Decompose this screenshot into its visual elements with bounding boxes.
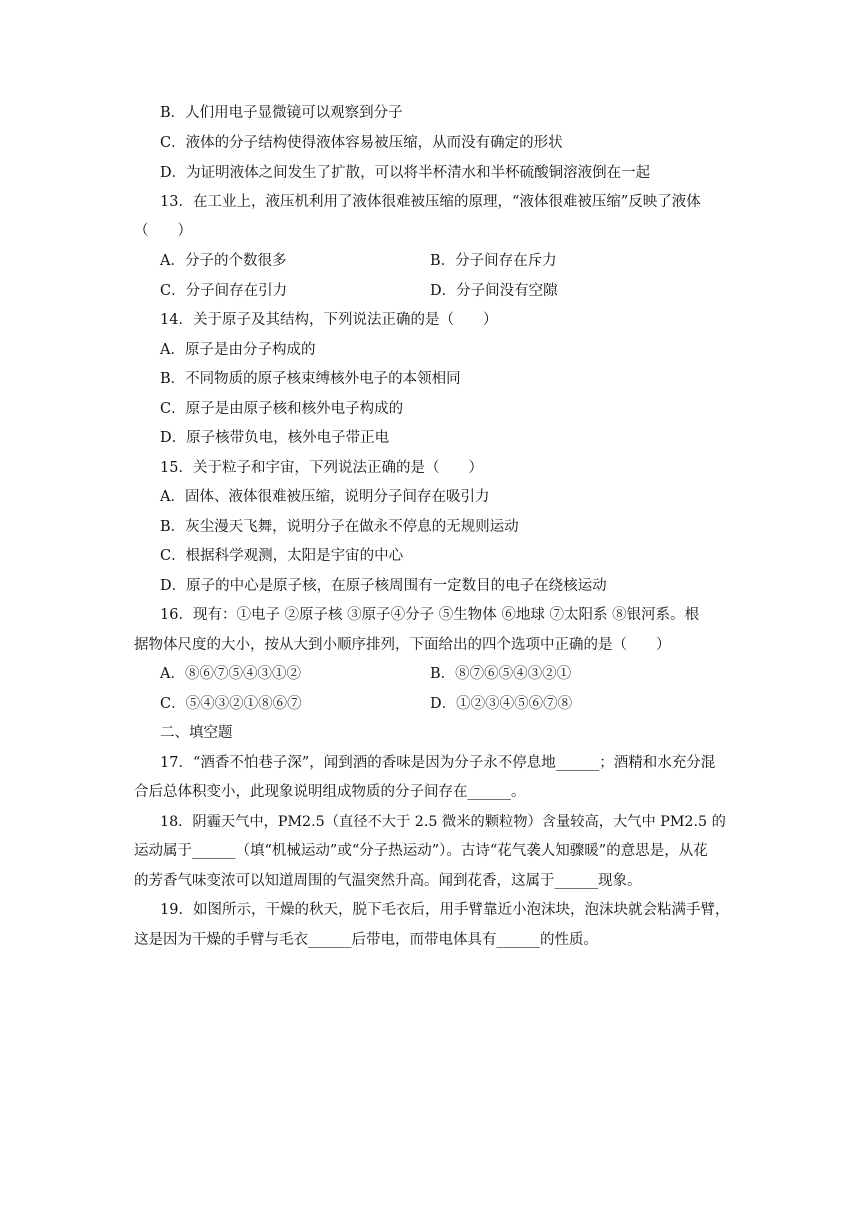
q15-option-c: C．根据科学观测，太阳是宇宙的中心 (160, 548, 404, 564)
q16-option-a: A．⑧⑥⑦⑤④③①② (160, 666, 301, 682)
q13-option-d: D．分子间没有空隙 (430, 283, 558, 299)
q16-stem-line2: 据物体尺度的大小，按从大到小顺序排列，下面给出的四个选项中正确的是（ ） (134, 637, 671, 653)
q16-option-b: B．⑧⑦⑥⑤④③②① (430, 666, 572, 682)
q15-option-a: A．固体、液体很难被压缩，说明分子间存在吸引力 (160, 489, 490, 505)
q14-option-a: A．原子是由分子构成的 (160, 342, 316, 358)
q18-line2: 运动属于______（填“机械运动”或“分子热运动”）。古诗“花气袭人知骤暖”的意思是，从花 (134, 843, 708, 859)
q13-stem-line1: 13．在工业上，液压机利用了液体很难被压缩的原理，“液体很难被压缩”反映了液体 (160, 194, 701, 210)
q19-line1: 19．如图所示，干燥的秋天，脱下毛衣后，用手臂靠近小泡沫块，泡沫块就会粘满手臂， (160, 902, 730, 918)
q12-option-c: C．液体的分子结构使得液体容易被压缩，从而没有确定的形状 (160, 135, 563, 151)
q13-option-a: A．分子的个数很多 (160, 253, 287, 269)
q17-line2: 合后总体积变小，此现象说明组成物质的分子间存在______。 (134, 784, 526, 800)
q14-option-d: D．原子核带负电，核外电子带正电 (160, 430, 390, 446)
q19-line2: 这是因为干燥的手臂与毛衣______后带电，而带电体具有______的性质。 (134, 932, 598, 948)
q14-stem: 14．关于原子及其结构，下列说法正确的是（ ） (160, 312, 498, 328)
q14-option-c: C．原子是由原子核和核外电子构成的 (160, 401, 404, 417)
q15-option-b: B．灰尘漫天飞舞，说明分子在做永不停息的无规则运动 (160, 519, 519, 535)
q15-stem: 15．关于粒子和宇宙，下列说法正确的是（ ） (160, 460, 483, 476)
section-2-title: 二、填空题 (160, 725, 233, 741)
q14-option-b: B．不同物质的原子核束缚核外电子的本领相同 (160, 371, 461, 387)
q18-line1: 18．阴霾天气中，PM2.5（直径不大于 2.5 微米的颗粒物）含量较高，大气中 PM2.5 的 (160, 814, 726, 830)
q13-option-c: C．分子间存在引力 (160, 283, 288, 299)
q16-option-d: D．①②③④⑤⑥⑦⑧ (430, 696, 573, 712)
q17-line1: 17．“酒香不怕巷子深”，闻到酒的香味是因为分子永不停息地______；酒精和水充分混 (160, 755, 716, 771)
q13-stem-line2: （ ） (134, 223, 192, 239)
q16-stem-line1: 16．现有：①电子 ②原子核 ③原子④分子 ⑤生物体 ⑥地球 ⑦太阳系 ⑧银河系。根 (160, 607, 700, 623)
q12-option-b: B．人们用电子显微镜可以观察到分子 (160, 105, 403, 121)
q12-option-d: D．为证明液体之间发生了扩散，可以将半杯清水和半杯硫酸铜溶液倒在一起 (160, 165, 651, 181)
q16-option-c: C．⑤④③②①⑧⑥⑦ (160, 696, 302, 712)
q18-line3: 的芳香气味变浓可以知道周围的气温突然升高。闻到花香，这属于______现象。 (134, 873, 642, 889)
q13-option-b: B．分子间存在斥力 (430, 253, 557, 269)
q15-option-d: D．原子的中心是原子核，在原子核周围有一定数目的电子在绕核运动 (160, 578, 607, 594)
